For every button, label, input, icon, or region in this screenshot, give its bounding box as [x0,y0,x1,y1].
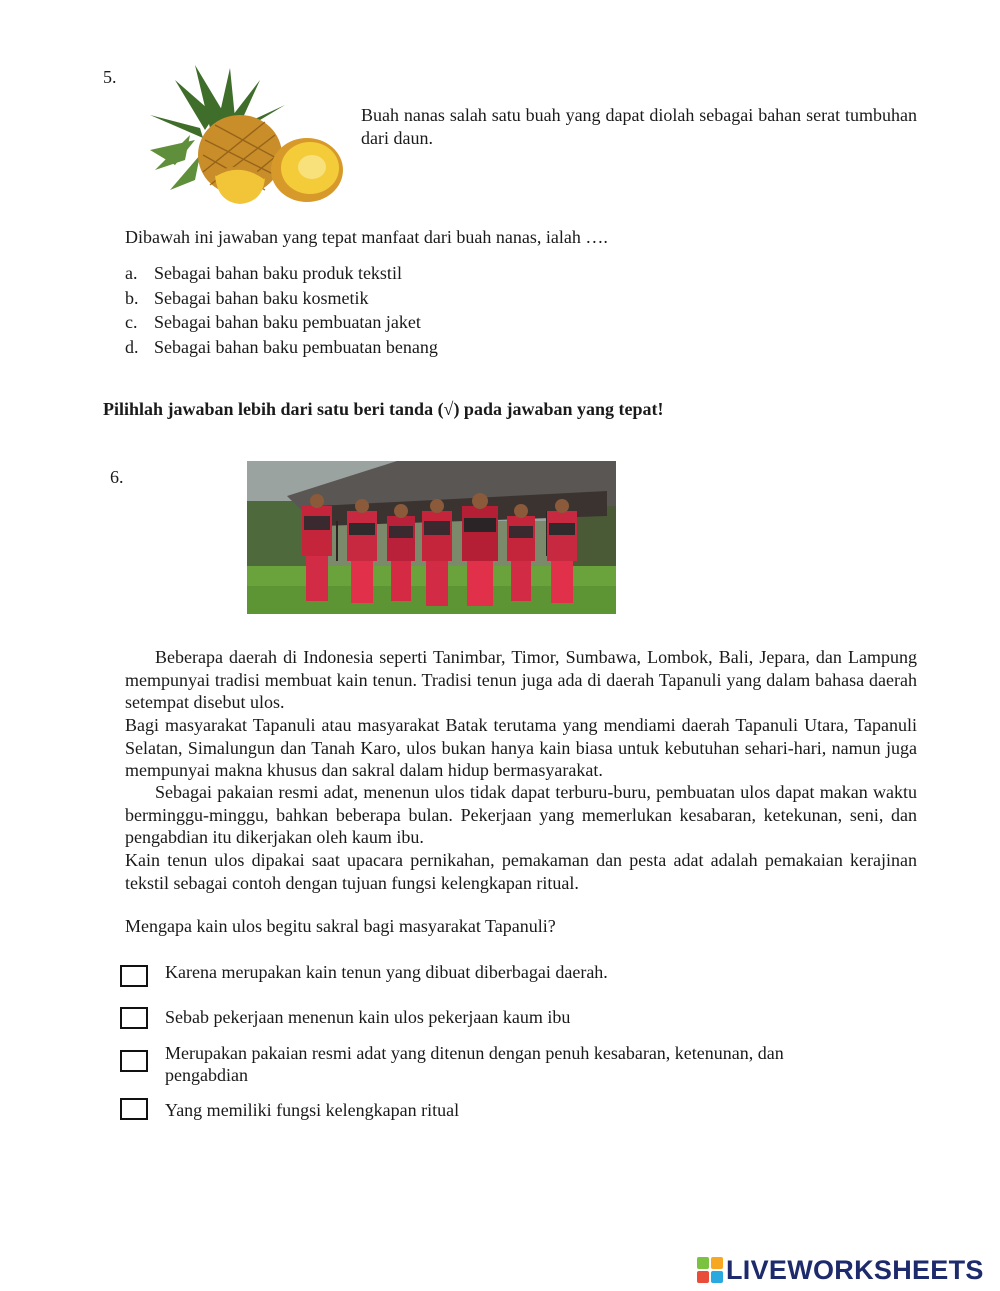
liveworksheets-logo [697,1254,984,1286]
answer-label-4: Yang memiliki fungsi kelengkapan ritual [165,1100,460,1120]
option-text: Sebagai bahan baku pembuatan benang [154,337,438,357]
question-5-option-d[interactable] [125,336,438,359]
option-text: Sebagai bahan baku pembuatan jaket [154,312,421,332]
question-5-option-c[interactable] [125,311,421,334]
answer-checkbox-2[interactable] [120,1007,148,1029]
q6-paragraph-4: Kain tenun ulos dipakai saat upacara pernikahan, pemakaman dan pesta adat adalah pemakaian kerajinan tekstil sebagai contoh dengan tujuan fungsi kelengkapan ritual. [125,850,917,893]
question-5-prompt: Dibawah ini jawaban yang tepat manfaat dari buah nanas, ialah …. [125,227,608,247]
option-letter: d. [125,337,139,357]
pineapple-image [145,60,345,205]
q6-paragraph-3: Sebagai pakaian resmi adat, menenun ulos tidak dapat terburu-buru, pembuatan ulos dapat makan waktu berminggu-minggu, bahkan beberapa bulan. Pekerjaan yang memerlukan kesabaran, ketekunan, seni, dan pengabdian itu dikerjakan oleh kaum ibu. [125,782,917,848]
q6-paragraph-1: Beberapa daerah di Indonesia seperti Tanimbar, Timor, Sumbawa, Lombok, Bali, Jepara, dan Lampung mempunyai tradisi membuat kain tenun. Tradisi tenun juga ada di daerah Tapanuli yang dalam bahasa daerah setempat disebut ulos. [125,647,917,713]
option-letter: a. [125,263,138,283]
dancers-photo [247,461,616,614]
answer-label-1: Karena merupakan kain tenun yang dibuat diberbagai daerah. [165,962,608,982]
question-6-prompt: Mengapa kain ulos begitu sakral bagi masyarakat Tapanuli? [125,916,556,936]
logo-wordmark: LIVEWORKSHEETS [726,1254,984,1285]
question-6-number: 6. [110,467,124,487]
logo-tiles-icon [697,1257,723,1283]
question-5-caption: Buah nanas salah satu buah yang dapat diolah sebagai bahan serat tumbuhan dari daun. [361,105,917,149]
q6-paragraph-2: Bagi masyarakat Tapanuli atau masyarakat Batak terutama yang mendiami daerah Tapanuli Utara, Tapanuli Selatan, Simalungun dan Tanah Karo, ulos bukan hanya kain biasa untuk kebutuhan sehari-hari, namun juga mempunyai makna khusus dan sakral dalam hidup bermasyarakat. [125,715,917,781]
question-5-number: 5. [103,67,117,87]
answer-label-3: Merupakan pakaian resmi adat yang ditenun dengan penuh kesabaran, ketenunan, dan pengabdian [165,1043,784,1085]
answer-checkbox-4[interactable] [120,1098,148,1120]
answer-checkbox-3[interactable] [120,1050,148,1072]
answer-checkbox-1[interactable] [120,965,148,987]
option-text: Sebagai bahan baku kosmetik [154,288,369,308]
question-5-option-b[interactable] [125,287,368,310]
question-5-option-a[interactable] [125,262,402,285]
answer-label-2: Sebab pekerjaan menenun kain ulos pekerjaan kaum ibu [165,1007,571,1027]
option-letter: c. [125,312,138,332]
option-text: Sebagai bahan baku produk tekstil [154,263,402,283]
option-letter: b. [125,288,139,308]
instruction-heading: Pilihlah jawaban lebih dari satu beri tanda (√) pada jawaban yang tepat! [103,399,664,419]
